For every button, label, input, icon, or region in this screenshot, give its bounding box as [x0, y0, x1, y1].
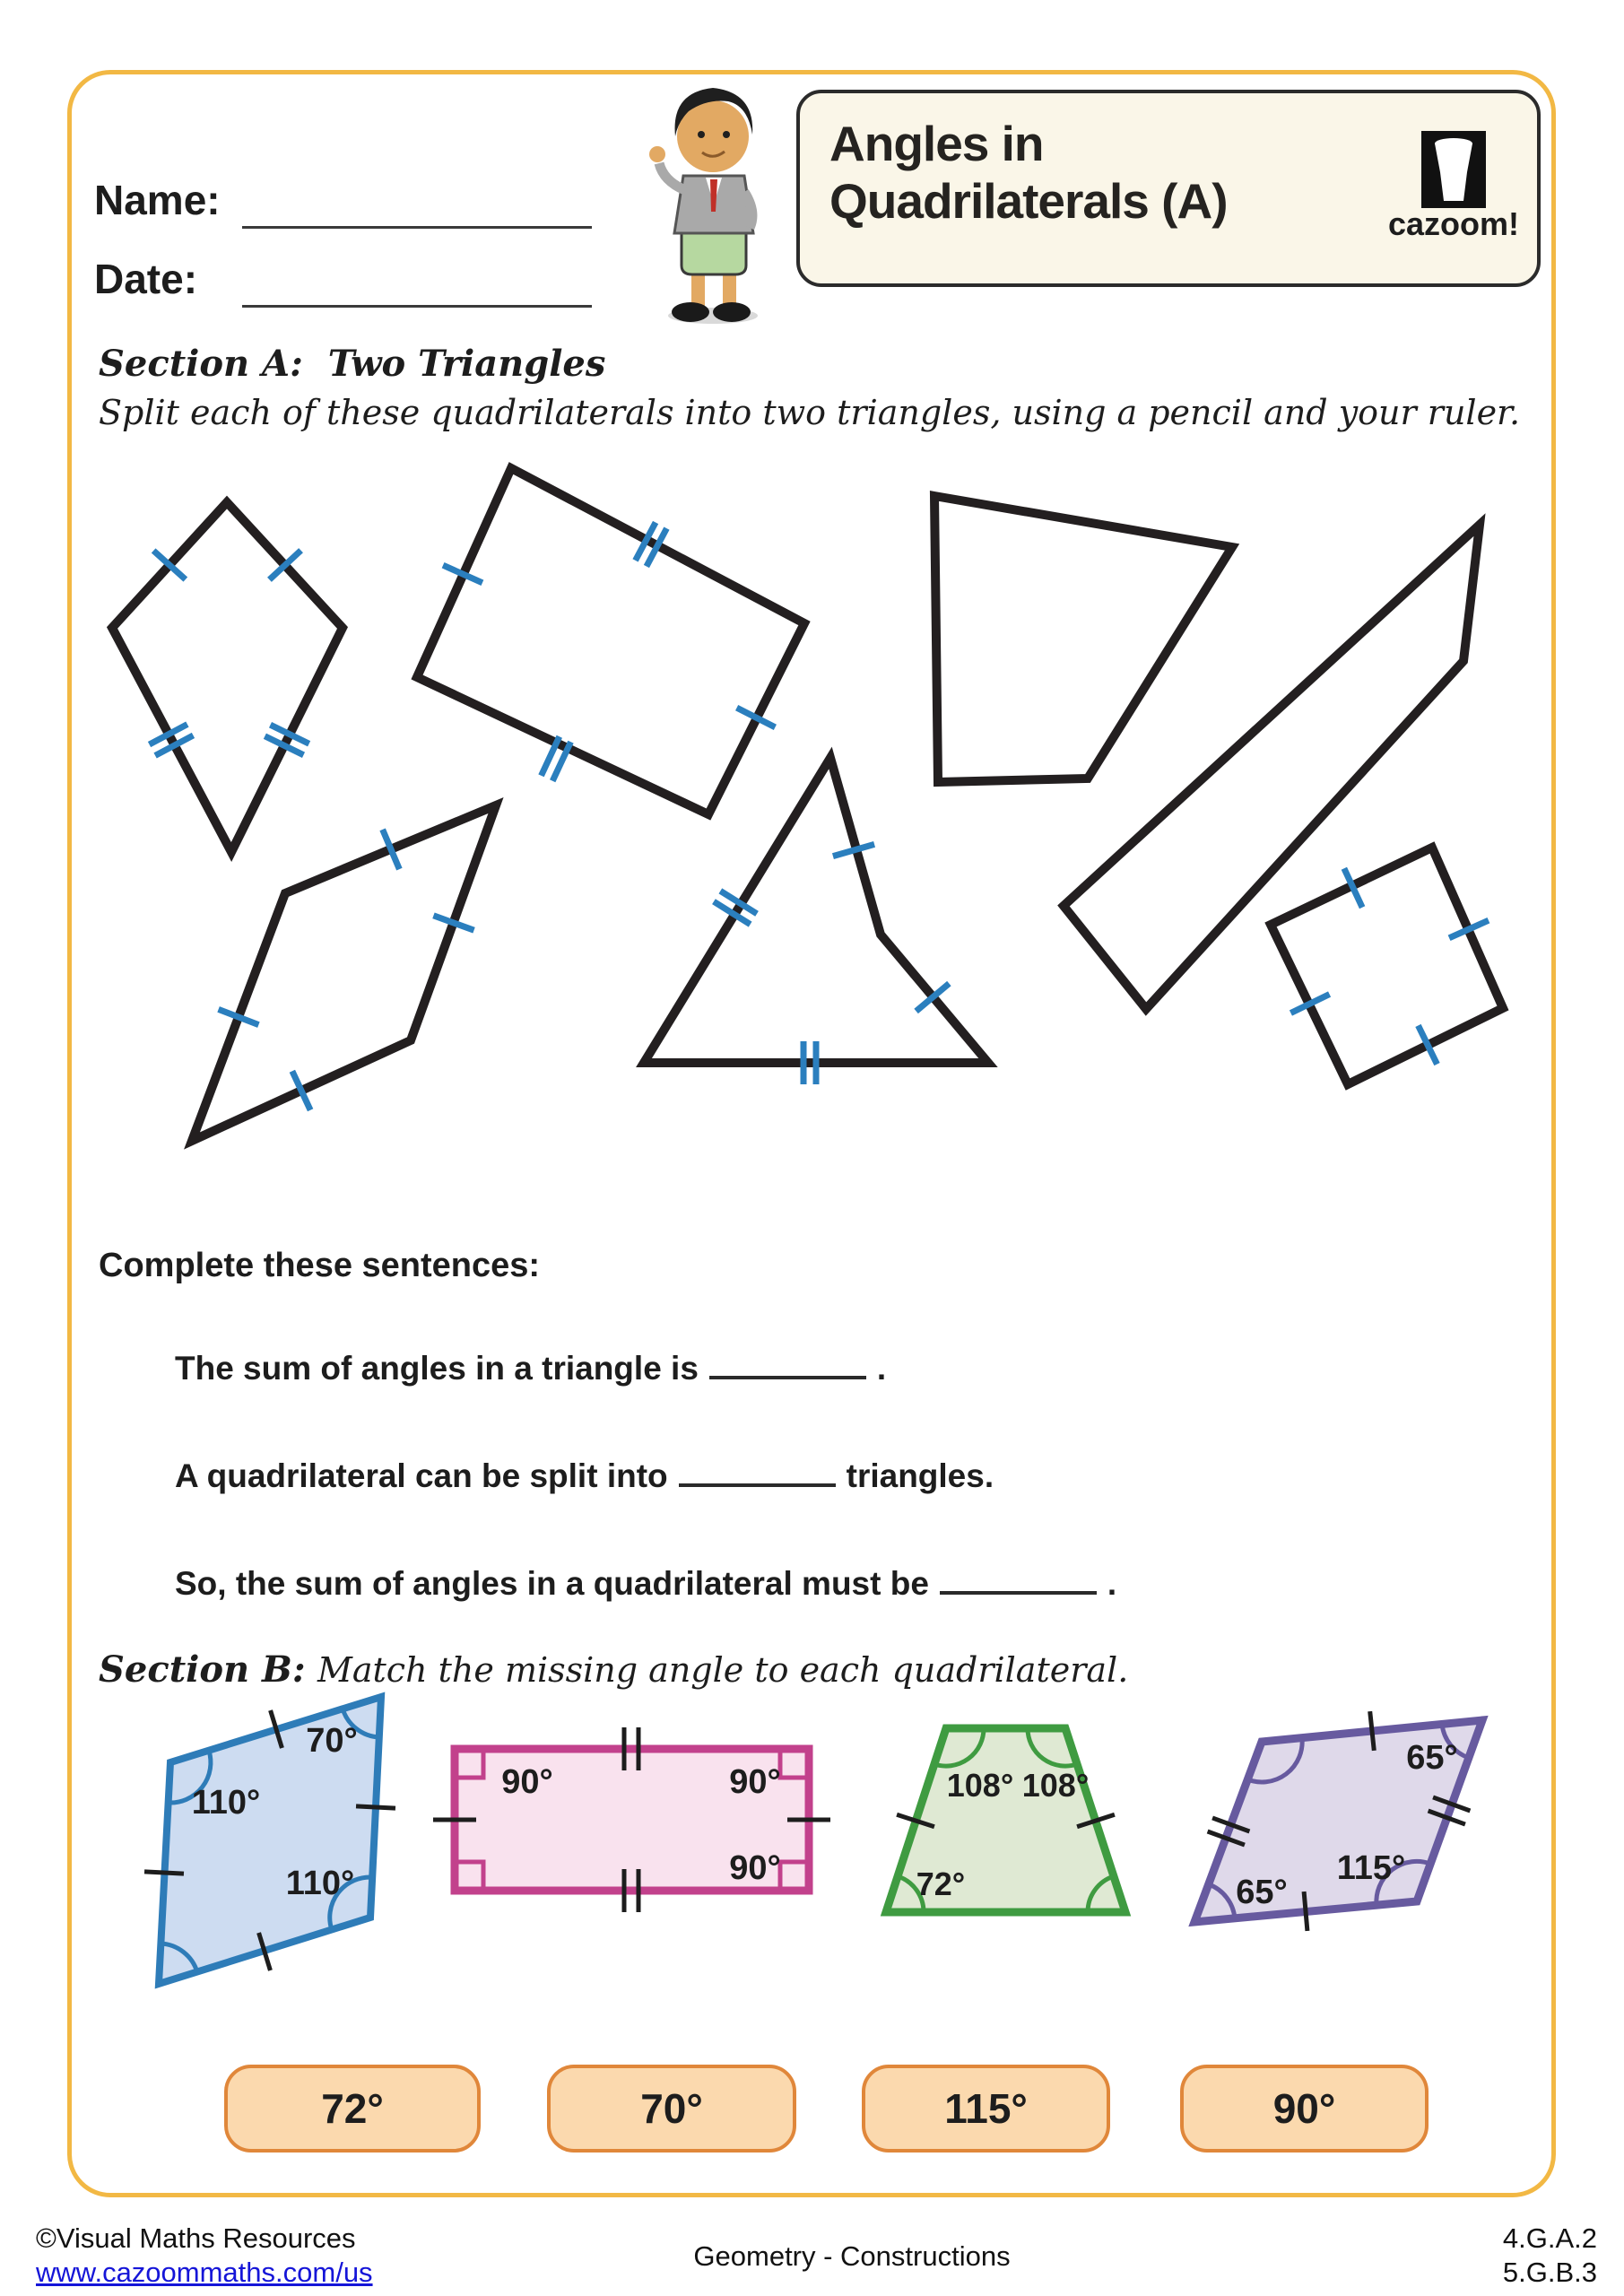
angle-label: 72°: [916, 1866, 966, 1902]
sentence-2-blank[interactable]: [679, 1460, 836, 1487]
answer-chip-70[interactable]: 70°: [547, 2065, 796, 2152]
footer-standard-2: 5.G.B.3: [1502, 2257, 1597, 2288]
footer-link[interactable]: www.cazoommaths.com/us: [36, 2257, 373, 2288]
angle-label: 110°: [285, 1865, 355, 1902]
rhombus-shape: [192, 805, 496, 1141]
angle-label: 70°: [306, 1722, 358, 1760]
equal-side-tick-marks: [150, 523, 1489, 1110]
sentence-3-text: So, the sum of angles in a quadrilateral must be: [175, 1565, 929, 1602]
angle-label: 115°: [1336, 1849, 1406, 1887]
answer-chip-90[interactable]: 90°: [1180, 2065, 1429, 2152]
section-b-heading: [99, 1648, 1128, 1691]
angle-label: 108°: [946, 1767, 1014, 1804]
date-label: Date:: [94, 256, 198, 302]
kite-shape: [112, 502, 343, 852]
angle-label: 65°: [1406, 1739, 1458, 1777]
page-title-line1: Angles in: [829, 116, 1044, 171]
angle-label: 90°: [501, 1763, 553, 1801]
purple-parallelogram: [1194, 1711, 1482, 1931]
section-a-shapes: [112, 468, 1503, 1141]
sentence-1-period: .: [876, 1350, 887, 1387]
angle-label: 108°: [1021, 1767, 1090, 1804]
sentences-heading: Complete these sentences:: [99, 1247, 541, 1284]
sentence-1: [175, 1350, 886, 1387]
answer-chip-72[interactable]: 72°: [224, 2065, 481, 2152]
footer-copyright: ©Visual Maths Resources: [36, 2222, 356, 2254]
blue-parallelogram: [144, 1697, 395, 1984]
sentence-2: [175, 1457, 994, 1495]
angle-label: 90°: [729, 1763, 781, 1801]
angle-label: 90°: [729, 1849, 781, 1887]
sentence-3: [175, 1565, 1116, 1603]
angle-label: 110°: [191, 1784, 261, 1822]
green-trapezoid: [886, 1728, 1125, 1912]
cartoon-boy-illustration: [649, 88, 758, 324]
cazoom-logo: [1388, 131, 1519, 242]
sentence-3-period: .: [1107, 1565, 1117, 1602]
section-a-instruction: Split each of these quadrilaterals into two triangles, using a pencil and your ruler.: [99, 393, 1521, 432]
rotated-square-shape: [1271, 848, 1503, 1084]
sentence-2-text: A quadrilateral can be split into: [175, 1457, 668, 1494]
sentence-3-blank[interactable]: [940, 1568, 1097, 1595]
name-label: Name:: [94, 177, 221, 223]
section-b-instruction: Match the missing angle to each quadrilateral.: [317, 1650, 1129, 1690]
rotated-rectangle-shape: [417, 468, 804, 814]
section-a-label: Section A:: [99, 343, 303, 385]
cazoom-logo-text: cazoom!: [1387, 205, 1520, 242]
angle-label: 65°: [1236, 1874, 1288, 1911]
pink-rectangle: [433, 1727, 830, 1912]
sentence-1-text: The sum of angles in a triangle is: [175, 1350, 699, 1387]
footer-standard-1: 4.G.A.2: [1502, 2222, 1597, 2254]
section-a-title: Two Triangles: [327, 343, 606, 385]
footer-category: Geometry - Constructions: [693, 2240, 1011, 2272]
page-title-line2: Quadrilaterals (A): [829, 173, 1228, 229]
sentence-1-blank[interactable]: [709, 1352, 866, 1379]
sentence-2-tail: triangles.: [846, 1457, 994, 1494]
section-b-label: Section B:: [99, 1648, 306, 1691]
trapezoid-shape: [934, 496, 1232, 782]
answer-chip-115[interactable]: 115°: [862, 2065, 1110, 2152]
